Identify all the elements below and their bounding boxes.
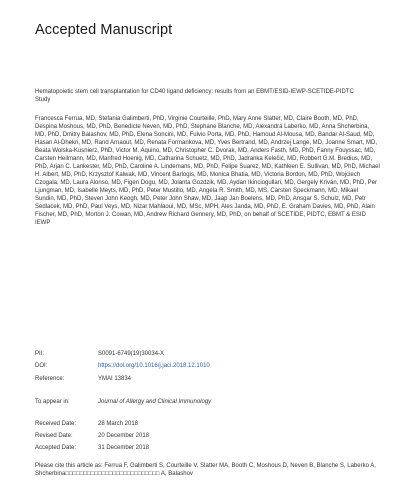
page-title: Accepted Manuscript xyxy=(35,22,173,38)
received-label: Received Date: xyxy=(35,421,77,427)
appear-label: To appear in: xyxy=(35,399,70,405)
citation-text: Please cite this article as: Ferrua F, Galimberti S, Courteille V, Slatter MA, Booth C, Moshous D, Neven B, Blanche S, Laberko A, Shcherbina□□□□□□□□□□□□□□□□□□□□□□□□□□ A, Balashov xyxy=(35,463,376,477)
revised-row xyxy=(35,432,149,440)
author-list: Francesca Ferrua, MD, Stefania Galimberti, PhD, Virginie Courteille, PhD, Mary Anne Slatter, MD, Claire Booth, MD, PhD, Despina Moshous, MD, PhD, Benedicte Neven, MD, PhD, Stephane Blanche, MD, Alexandra Laberko, MD, Anna Shcherbina, MD, PhD, Dmitry Balashov, MD, PhD, Elena Soncini, MD, Fulvio Porta, MD, PhD, Hamoud Al-Mousa, MD, Bandar Al-Saud, MD, Hasan Al-Dhekri, MD, Rand Arnaout, MD, Renata Formankova, MD, Yves Bertrand, MD, Andrzej Lange, MD, Joanne Smart, MD, Beata Wolska-Kusnierz, PhD, Victor M. Aquino, MD, Christopher C. Dvorak, MD, Anders Fasth, MD, PhD, Fanny Fouyssac, MD, Carsten Heilmann, MD, Manfred Hoenig, MD, Catharina Schuetz, MD, PhD, Jadranka Kelečić, MD, Robbert G.M. Bredius, MD, PhD, Arjan C. Lankester, MD, PhD, Caroline A. Lindemans, MD, PhD, Felipe Suarez, MD, Kathleen E. Sullivan, MD, PhD, Michael H. Albert, MD, PhD, Krzysztof Kalwak, MD, Vincent Barlogis, MD, Monica Bhatia, MD, Victoria Bordon, MD, PhD, Wojciech Czogala, MD, Laura Alonso, MD, Figen Dogu, MD, Jolanta Gozdzik, MD, Aydan Ikinciogullari, MD, Gergely Kriván, MD, PhD, Per Ljungman, MD, Isabelle Meyts, MD, PhD, Peter Mustillo, MD, Angela R. Smith, MD, MS, Carsten Speckmann, MD, Mikael Sundin, MD, PhD, Steven John Keogh, MD, Peter John Shaw, MD, Jaap Jan Boelens, MD, PhD, Ansgar S. Schulz, MD, Petr Sedlacek, MD, PhD, Paul Veys, MD, Nizar Mahlaoui, MD, MSc, MPH, Ales Janda, MD, PhD, E. Graham Davies, MD, PhD, Alain Fischer, MD, PhD, Morton J. Cowan, MD, Andrew Richard Gennery, MD, PhD, on behalf of SCETIDE, PIDTC, EBMT & ESID IEWP xyxy=(35,116,380,226)
received-date: 28 March 2018 xyxy=(98,421,139,427)
reference-row xyxy=(35,375,131,383)
revised-label: Revised Date: xyxy=(35,433,73,439)
reference-value: YMAI 13834 xyxy=(98,376,132,382)
doi-label: DOI: xyxy=(35,363,48,369)
doi-row xyxy=(35,362,210,370)
journal-name: Journal of Allergy and Clinical Immunology xyxy=(98,399,212,405)
doi-link[interactable]: https://doi.org/10.1016/j.jaci.2018.12.1010 xyxy=(98,363,210,369)
pii-row xyxy=(35,350,164,358)
reference-label: Reference: xyxy=(35,376,65,382)
article-title: Hematopoietic stem cell transplantation for CD40 ligand deficiency: results from an EBMT/ESID-IEWP-SCETIDE-PIDTC Study xyxy=(35,89,354,103)
revised-date: 20 December 2018 xyxy=(98,433,150,439)
accepted-date: 31 December 2018 xyxy=(98,445,150,451)
appear-row xyxy=(35,398,211,406)
accepted-row xyxy=(35,444,149,452)
pii-label: PII: xyxy=(35,351,45,357)
pii-value: S0091-6749(19)30034-X xyxy=(98,351,165,357)
accepted-label: Accepted Date: xyxy=(35,445,77,451)
received-row xyxy=(35,420,138,428)
